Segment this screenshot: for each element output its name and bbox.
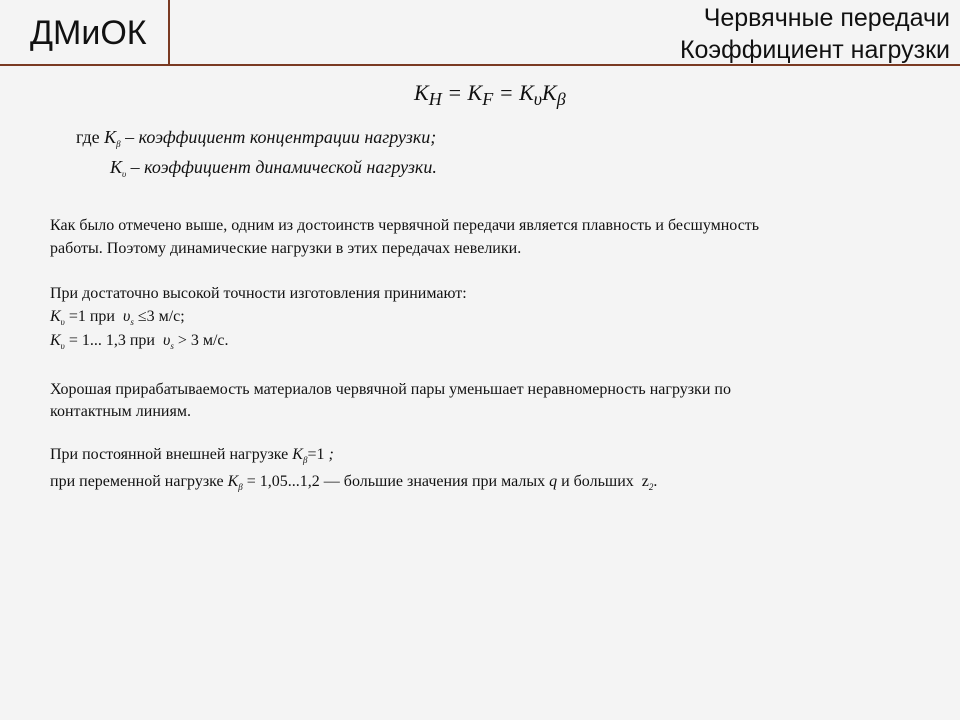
paragraph-2-intro: При достаточно высокой точности изготовления принимают: xyxy=(50,285,467,302)
header-divider xyxy=(0,64,960,66)
paragraph-3-line-2: контактным линиям. xyxy=(50,403,191,420)
paragraph-3-line-1: Хорошая прирабатываемость материалов червячной пары уменьшает неравномерность нагрузки по xyxy=(50,381,731,398)
paragraph-1-line-2: работы. Поэтому динамические нагрузки в этих передачах невелики. xyxy=(50,240,522,257)
slide-header xyxy=(0,0,960,66)
paragraph-1-line-1: Как было отмечено выше, одним из достоинств червячной передачи является плавность и бесшумность xyxy=(50,217,760,234)
main-formula: $K_H = K_F = K_\upsilon K_\beta$ xyxy=(414,80,566,109)
paragraph-4-line-1: При постоянной внешней нагрузке $K_\beta=1$ ; xyxy=(50,446,334,465)
paragraph-4-line-2: при переменной нагрузке $K_\beta = 1,05...1,2$ — большие значения при малых q и больших $z_2$. xyxy=(50,473,658,492)
paragraph-2-case-2: $K_\upsilon = 1$... 1,3 при $\upsilon_s > 3$ м/с. xyxy=(50,332,229,351)
definition-k-v: $K_\upsilon$ – коэффициент динамической нагрузки. xyxy=(110,157,437,179)
slide-title-line1: Червячные передачи xyxy=(703,4,950,32)
logo-box xyxy=(0,0,170,64)
definition-k-beta: где $K_\beta$ – коэффициент концентрации нагрузки; xyxy=(76,127,437,149)
paragraph-2-case-1: $K_\upsilon =1$ при $\upsilon_s \le 3$ м/с; xyxy=(50,308,185,327)
logo-text: ДМиОК xyxy=(30,14,147,52)
slide-title-line2: Коэффициент нагрузки xyxy=(679,36,950,64)
